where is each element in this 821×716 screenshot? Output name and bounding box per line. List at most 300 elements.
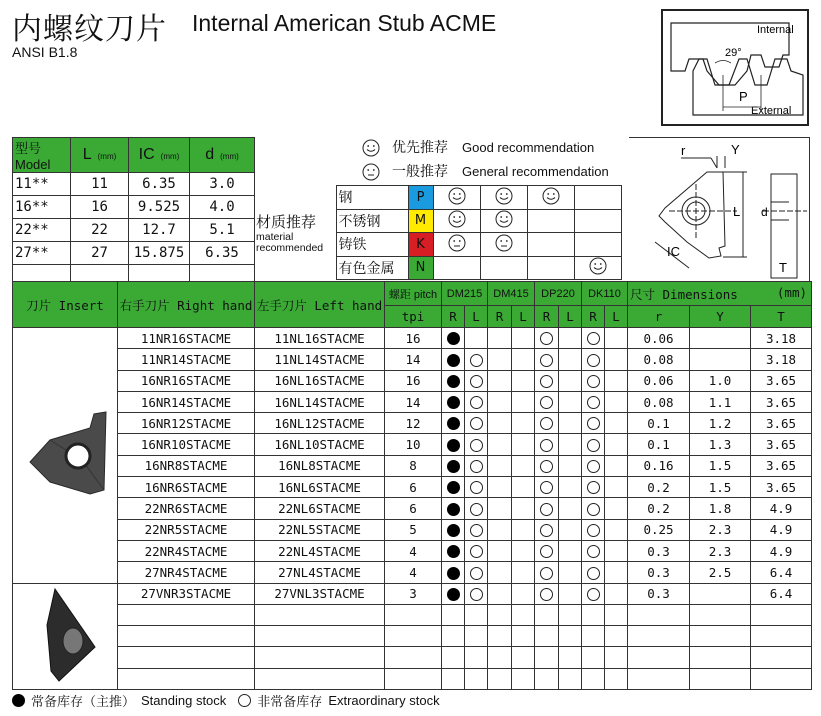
stock-cell (559, 540, 582, 561)
stock-cell (559, 349, 582, 370)
table-row (13, 498, 812, 519)
dim-r: 0.06 (628, 328, 690, 349)
rating-cell (480, 186, 527, 210)
model-dimension-table (12, 137, 255, 288)
tpi-value: 12 (385, 413, 442, 434)
header-left-hand: 左手刀片 Left hand (255, 282, 385, 328)
tag-M: M (408, 209, 433, 233)
extraordinary-stock-icon (470, 396, 483, 409)
right-hand-code: 16NR10STACME (118, 434, 255, 455)
rating-cell (480, 233, 527, 257)
dim-Y: 1.0 (690, 370, 751, 391)
stock-cell (535, 583, 559, 604)
dim-r: 0.1 (628, 413, 690, 434)
insert-dimension-diagram (629, 137, 810, 282)
tpi-value: 6 (385, 498, 442, 519)
table-subheader-row: tpi R L R L R L R L r Y T (13, 306, 812, 328)
dim-T (751, 604, 812, 625)
extraordinary-stock-icon (540, 375, 553, 388)
rating-cell (527, 209, 574, 233)
stock-cell (512, 626, 535, 647)
material-row-stainless: 不锈钢 M (254, 209, 621, 233)
stock-cell (535, 626, 559, 647)
stock-cell (559, 562, 582, 583)
stock-cell (465, 349, 488, 370)
stock-cell (582, 647, 605, 668)
stock-cell (488, 647, 512, 668)
tpi-value: 16 (385, 370, 442, 391)
extraordinary-stock-icon (540, 567, 553, 580)
stock-cell (512, 455, 535, 476)
extraordinary-stock-icon (587, 439, 600, 452)
table-row (13, 349, 812, 370)
stock-cell (465, 668, 488, 689)
stock-cell (442, 583, 465, 604)
stock-cell (488, 328, 512, 349)
material-label: 材质推荐 material recommended (254, 186, 336, 280)
stock-cell (442, 604, 465, 625)
left-hand-code: 16NL6STACME (255, 477, 385, 498)
extraordinary-stock-icon (540, 417, 553, 430)
standing-stock-icon (447, 396, 460, 409)
tpi-value (385, 668, 442, 689)
stock-cell (465, 583, 488, 604)
smiley-general-icon (495, 234, 513, 252)
tpi-value: 5 (385, 519, 442, 540)
right-hand-code (118, 647, 255, 668)
svg-text:Y: Y (731, 142, 740, 157)
extraordinary-stock-icon (470, 588, 483, 601)
extraordinary-stock-icon (540, 439, 553, 452)
table-row (13, 647, 812, 668)
rating-cell (433, 209, 480, 233)
stock-cell (535, 647, 559, 668)
table-row (13, 477, 812, 498)
dim-Y: 1.3 (690, 434, 751, 455)
rating-cell (574, 209, 621, 233)
smiley-good-icon (589, 257, 607, 275)
extraordinary-stock-icon (540, 524, 553, 537)
stock-cell (512, 583, 535, 604)
stock-cell (605, 391, 628, 412)
table-row (13, 583, 812, 604)
stock-cell (535, 477, 559, 498)
right-hand-code (118, 626, 255, 647)
stock-cell (559, 647, 582, 668)
svg-text:r: r (681, 143, 686, 158)
right-hand-code: 11NR14STACME (118, 349, 255, 370)
left-hand-code (255, 668, 385, 689)
stock-cell (488, 413, 512, 434)
standing-stock-icon (447, 417, 460, 430)
stock-cell (582, 519, 605, 540)
table-row (13, 626, 812, 647)
table-row (13, 519, 812, 540)
standing-stock-icon (447, 588, 460, 601)
dim-T: 3.65 (751, 413, 812, 434)
dim-T: 3.65 (751, 434, 812, 455)
insert-dimension-icon (629, 138, 809, 281)
stock-cell (512, 434, 535, 455)
stock-cell (582, 668, 605, 689)
extraordinary-stock-icon (540, 354, 553, 367)
right-hand-code: 16NR14STACME (118, 391, 255, 412)
dim-r (628, 626, 690, 647)
stock-cell (535, 519, 559, 540)
stock-cell (465, 519, 488, 540)
extraordinary-stock-icon (587, 588, 600, 601)
extraordinary-stock-icon (470, 567, 483, 580)
tpi-value: 6 (385, 477, 442, 498)
recommendation-legend (362, 136, 609, 184)
stock-cell (559, 626, 582, 647)
dim-Y: 2.5 (690, 562, 751, 583)
stock-cell (512, 604, 535, 625)
left-hand-code: 22NL6STACME (255, 498, 385, 519)
insert-photo-small-icon (20, 404, 110, 504)
table-row (13, 370, 812, 391)
right-hand-code: 11NR16STACME (118, 328, 255, 349)
stock-cell (582, 562, 605, 583)
stock-cell (559, 498, 582, 519)
smiley-good-icon (448, 187, 466, 205)
header-IC: IC (mm) (129, 138, 190, 173)
dim-T: 3.65 (751, 370, 812, 391)
right-hand-code (118, 668, 255, 689)
standing-stock-icon (447, 439, 460, 452)
svg-text:Internal: Internal (757, 24, 794, 36)
stock-cell (535, 668, 559, 689)
header-L: L (mm) (71, 138, 129, 173)
stock-cell (465, 455, 488, 476)
standing-stock-icon (447, 545, 460, 558)
stock-cell (559, 370, 582, 391)
stock-cell (512, 519, 535, 540)
extraordinary-stock-icon (587, 417, 600, 430)
stock-cell (582, 626, 605, 647)
table-row (13, 328, 812, 349)
extraordinary-stock-icon (587, 503, 600, 516)
svg-text:IC: IC (667, 244, 680, 259)
stock-cell (605, 498, 628, 519)
svg-text:d: d (761, 205, 768, 219)
stock-cell (535, 540, 559, 561)
stock-cell (465, 434, 488, 455)
tpi-value (385, 626, 442, 647)
thread-profile-diagram (661, 9, 809, 126)
svg-text:External: External (751, 105, 792, 117)
extraordinary-stock-icon (587, 545, 600, 558)
stock-cell (559, 455, 582, 476)
stock-cell (535, 349, 559, 370)
table-row (13, 562, 812, 583)
table-row (13, 413, 812, 434)
stock-cell (465, 562, 488, 583)
dim-Y (690, 349, 751, 370)
stock-cell (488, 370, 512, 391)
smiley-general-icon (448, 234, 466, 252)
dim-T: 3.18 (751, 349, 812, 370)
header-grade-dk110: DK110 (582, 282, 628, 306)
tpi-value: 8 (385, 455, 442, 476)
tpi-value: 3 (385, 583, 442, 604)
header-grade-dp220: DP220 (535, 282, 582, 306)
stock-cell (465, 370, 488, 391)
right-hand-code: 27NR4STACME (118, 562, 255, 583)
tag-P: P (408, 186, 433, 210)
stock-cell (488, 349, 512, 370)
stock-cell (535, 604, 559, 625)
stock-cell (605, 477, 628, 498)
rating-cell (480, 209, 527, 233)
extraordinary-stock-icon (587, 524, 600, 537)
table-row (13, 540, 812, 561)
rating-cell (527, 233, 574, 257)
stock-cell (535, 455, 559, 476)
smiley-good-icon (495, 187, 513, 205)
rating-cell (527, 186, 574, 210)
header-insert: 刀片 Insert (13, 282, 118, 328)
stock-cell (442, 562, 465, 583)
page-title-cn: 内螺纹刀片 (12, 12, 167, 47)
stock-cell (512, 370, 535, 391)
tag-N: N (408, 256, 433, 280)
dim-r (628, 647, 690, 668)
dim-Y (690, 604, 751, 625)
stock-cell (465, 626, 488, 647)
stock-cell (605, 647, 628, 668)
dim-T: 3.18 (751, 328, 812, 349)
smiley-good-icon (448, 210, 466, 228)
table-row (13, 434, 812, 455)
rating-cell (480, 256, 527, 280)
thread-profile-icon (663, 11, 807, 124)
stock-cell (605, 413, 628, 434)
dim-r (628, 604, 690, 625)
stock-cell (442, 498, 465, 519)
dim-r: 0.08 (628, 391, 690, 412)
stock-cell (582, 498, 605, 519)
legend-good: 优先推荐 Good recommendation (362, 136, 609, 160)
tpi-value: 16 (385, 328, 442, 349)
stock-cell (488, 455, 512, 476)
stock-cell (465, 477, 488, 498)
stock-cell (535, 328, 559, 349)
extraordinary-stock-icon (540, 503, 553, 516)
insert-image-cell (13, 328, 118, 584)
stock-cell (559, 668, 582, 689)
dim-r: 0.16 (628, 455, 690, 476)
stock-cell (559, 583, 582, 604)
standing-stock-icon (12, 694, 25, 707)
dim-T: 4.9 (751, 519, 812, 540)
stock-cell (559, 519, 582, 540)
stock-cell (512, 391, 535, 412)
stock-cell (465, 413, 488, 434)
left-hand-code: 27NL4STACME (255, 562, 385, 583)
stock-cell (465, 498, 488, 519)
left-hand-code: 16NL14STACME (255, 391, 385, 412)
extraordinary-stock-icon (238, 694, 251, 707)
stock-cell (488, 668, 512, 689)
left-hand-code: 22NL4STACME (255, 540, 385, 561)
legend-general: 一般推荐 General recommendation (362, 160, 609, 184)
tag-K: K (408, 233, 433, 257)
dim-Y (690, 647, 751, 668)
standing-stock-icon (447, 460, 460, 473)
stock-cell (605, 434, 628, 455)
material-row-steel: 材质推荐 material recommended 钢 P (254, 186, 621, 210)
table-row: 16** 16 9.525 4.0 (13, 196, 255, 219)
right-hand-code: 22NR6STACME (118, 498, 255, 519)
stock-cell (488, 434, 512, 455)
dim-r: 0.06 (628, 370, 690, 391)
stock-cell (559, 413, 582, 434)
stock-cell (582, 370, 605, 391)
extraordinary-stock-icon (470, 524, 483, 537)
dim-r: 0.08 (628, 349, 690, 370)
extraordinary-stock-icon (540, 588, 553, 601)
left-hand-code: 16NL10STACME (255, 434, 385, 455)
extraordinary-stock-icon (540, 332, 553, 345)
header-model: 型号 Model (13, 138, 71, 173)
standing-stock-icon (447, 481, 460, 494)
stock-cell (442, 455, 465, 476)
stock-cell (442, 370, 465, 391)
insert-photo-large-icon (25, 585, 105, 685)
stock-cell (559, 328, 582, 349)
insert-image-cell-v (13, 583, 118, 689)
right-hand-code: 22NR4STACME (118, 540, 255, 561)
dim-Y: 1.5 (690, 455, 751, 476)
table-row (13, 391, 812, 412)
stock-cell (442, 434, 465, 455)
stock-cell (605, 328, 628, 349)
stock-cell (582, 604, 605, 625)
stock-cell (512, 349, 535, 370)
dim-T (751, 668, 812, 689)
stock-cell (582, 477, 605, 498)
extraordinary-stock-icon (587, 332, 600, 345)
dim-r: 0.3 (628, 583, 690, 604)
standing-stock-icon (447, 524, 460, 537)
left-hand-code: 16NL12STACME (255, 413, 385, 434)
dim-r: 0.1 (628, 434, 690, 455)
stock-cell (442, 391, 465, 412)
dim-Y: 1.5 (690, 477, 751, 498)
dim-T: 4.9 (751, 498, 812, 519)
right-hand-code: 16NR12STACME (118, 413, 255, 434)
stock-cell (488, 391, 512, 412)
extraordinary-stock-icon (470, 354, 483, 367)
page-title-en: Internal American Stub ACME (192, 10, 497, 36)
left-hand-code: 27VNL3STACME (255, 583, 385, 604)
stock-cell (582, 434, 605, 455)
stock-cell (442, 647, 465, 668)
stock-cell (582, 391, 605, 412)
extraordinary-stock-icon (540, 545, 553, 558)
material-row-nonferrous: 有色金属 N (254, 256, 621, 280)
stock-cell (582, 328, 605, 349)
extraordinary-stock-icon (470, 460, 483, 473)
stock-cell (488, 626, 512, 647)
left-hand-code (255, 604, 385, 625)
extraordinary-stock-icon (470, 439, 483, 452)
extraordinary-stock-icon (470, 545, 483, 558)
dim-Y: 2.3 (690, 540, 751, 561)
smiley-good-icon (495, 210, 513, 228)
stock-cell (512, 413, 535, 434)
dim-r (628, 668, 690, 689)
standard-label: ANSI B1.8 (12, 44, 78, 60)
smiley-good-icon (542, 187, 560, 205)
dim-Y (690, 668, 751, 689)
stock-cell (535, 562, 559, 583)
insert-product-table (12, 281, 812, 690)
stock-cell (605, 668, 628, 689)
tpi-value: 4 (385, 540, 442, 561)
header-d: d (mm) (190, 138, 255, 173)
stock-cell (442, 626, 465, 647)
dim-Y: 1.8 (690, 498, 751, 519)
rating-cell (433, 256, 480, 280)
left-hand-code: 11NL14STACME (255, 349, 385, 370)
dim-r: 0.2 (628, 498, 690, 519)
right-hand-code: 16NR8STACME (118, 455, 255, 476)
header-grade-dm215: DM215 (442, 282, 488, 306)
left-hand-code (255, 626, 385, 647)
dim-T: 4.9 (751, 540, 812, 561)
header-pitch: 螺距 pitch (385, 282, 442, 306)
extraordinary-stock-icon (587, 354, 600, 367)
svg-text:L: L (733, 204, 741, 219)
standing-stock-icon (447, 375, 460, 388)
stock-cell (465, 328, 488, 349)
rating-cell (527, 256, 574, 280)
standing-stock-icon (447, 332, 460, 345)
dim-r: 0.3 (628, 562, 690, 583)
dim-Y: 1.2 (690, 413, 751, 434)
standing-stock-icon (447, 567, 460, 580)
dim-Y (690, 626, 751, 647)
stock-cell (488, 519, 512, 540)
stock-cell (582, 583, 605, 604)
tpi-value: 14 (385, 349, 442, 370)
table-row (13, 455, 812, 476)
extraordinary-stock-icon (470, 481, 483, 494)
tpi-value: 10 (385, 434, 442, 455)
stock-cell (442, 668, 465, 689)
dim-r: 0.3 (628, 540, 690, 561)
table-row (13, 668, 812, 689)
smiley-good-icon (362, 139, 380, 157)
stock-cell (465, 540, 488, 561)
tpi-value (385, 647, 442, 668)
stock-cell (605, 583, 628, 604)
material-row-cast-iron: 铸铁 K (254, 233, 621, 257)
rating-cell (433, 186, 480, 210)
svg-text:29°: 29° (725, 47, 742, 59)
standing-stock-icon (447, 503, 460, 516)
dim-Y: 1.1 (690, 391, 751, 412)
left-hand-code: 22NL5STACME (255, 519, 385, 540)
extraordinary-stock-icon (540, 481, 553, 494)
stock-cell (465, 391, 488, 412)
dim-Y (690, 583, 751, 604)
stock-cell (605, 540, 628, 561)
rating-cell (433, 233, 480, 257)
stock-cell (512, 498, 535, 519)
